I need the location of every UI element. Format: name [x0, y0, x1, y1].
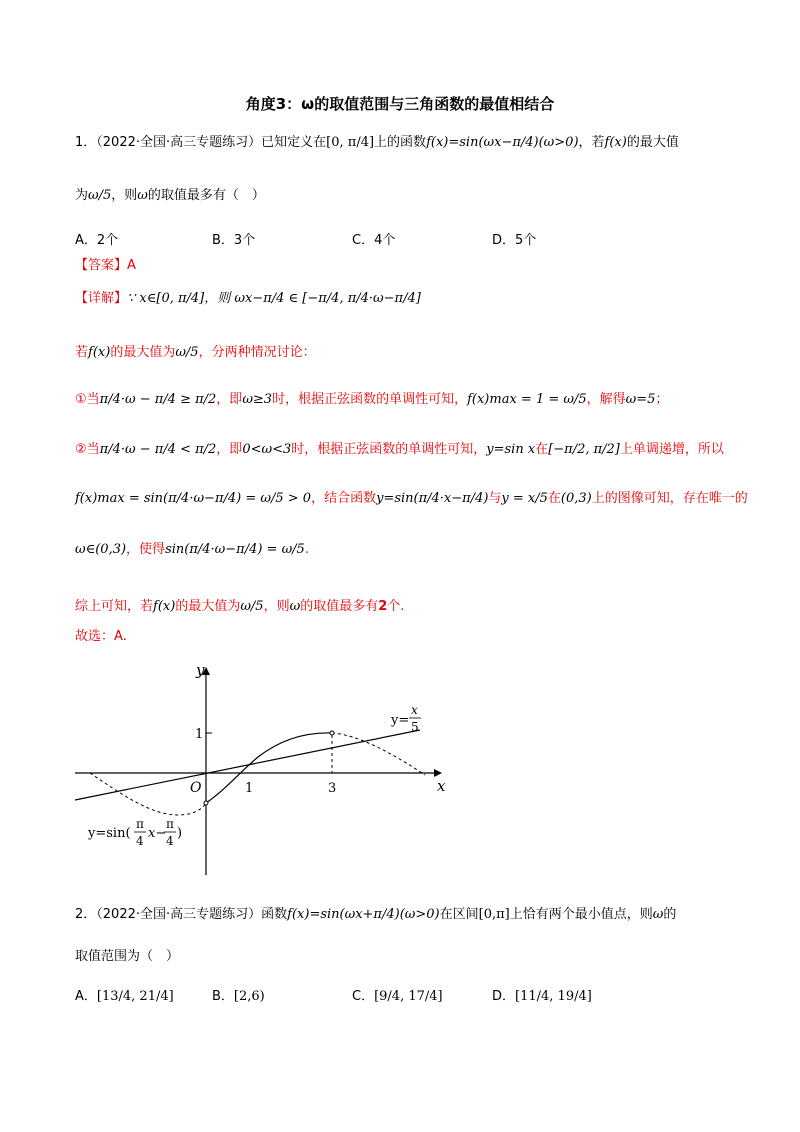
case2-d: 时，根据正弦函数的单调性可知，	[291, 442, 487, 457]
q1-answer	[75, 256, 136, 276]
case2-line2-d: 与	[488, 491, 502, 506]
q2-line-2: 取值范围为（ ）	[75, 949, 180, 964]
detail-2a: 若	[75, 345, 89, 360]
case2-line2-f: 在	[547, 491, 561, 506]
sine-label-prefix: y=sin(	[88, 826, 131, 841]
case2-line2-g: (0,3)	[560, 491, 592, 506]
conclusion-b: f(x)	[153, 599, 176, 614]
q2-text-a: 函数	[261, 907, 288, 922]
case2-line2-e: y = x/5	[501, 491, 548, 506]
conclusion-i: 个.	[387, 599, 405, 614]
q1-case-2-line-3	[75, 540, 309, 560]
q1-text-c: ，若	[578, 135, 605, 150]
q2-option-a-value: [13/4, 21/4]	[96, 989, 174, 1004]
q1-detail-1	[75, 289, 421, 309]
case2-line3-c: sin(π/4·ω−π/4) = ω/5	[165, 542, 305, 557]
case2-line3-d: .	[304, 542, 309, 557]
x-axis-label: x	[437, 777, 446, 795]
sine-label-a-denominator: 4	[136, 834, 144, 848]
q2-option-a-label: A．	[75, 989, 97, 1004]
x-tick-3-label: 3	[328, 781, 337, 796]
q2-source: （2022·全国·高三专题练习）	[96, 907, 262, 922]
q2-omega: ω	[652, 907, 664, 922]
conclusion-h: 2	[378, 599, 388, 614]
detail-2-omega-over-5: ω/5	[175, 345, 199, 360]
q1-conclusion	[75, 597, 404, 617]
q1-case-2-line-2	[75, 489, 748, 509]
q1-line2-b: ，则	[111, 188, 138, 203]
x-tick-1-label: 1	[245, 781, 254, 796]
q1-omega-over-5: ω/5	[88, 188, 112, 203]
q1-source: （2022·全国·高三专题练习）	[96, 135, 262, 150]
conclusion-a: 综上可知，若	[75, 599, 154, 614]
sine-start-point	[204, 801, 208, 805]
q2-option-b-label: B．	[212, 989, 234, 1004]
case1-c: ω≥3	[242, 392, 273, 407]
section-title	[0, 93, 800, 114]
q2-option-d-value: [11/4, 19/4]	[515, 989, 592, 1004]
case2-f: 在	[535, 442, 549, 457]
q2-option-b-value: [2,6)	[233, 989, 265, 1004]
detail-2-fx: f(x)	[88, 345, 111, 360]
q1-line-2	[75, 186, 265, 206]
q1-text-b: 上的函数	[374, 135, 427, 150]
case2-line2-b: ，结合函数	[311, 491, 377, 506]
case2-condition: π/4·ω − π/4 < π/2	[99, 442, 217, 457]
q2-option-d	[492, 985, 592, 1004]
conclusion-d: ω/5	[240, 599, 264, 614]
q1-option-d: D．5个	[492, 233, 537, 248]
q2-text-d: 的	[663, 907, 677, 922]
q1-text-d: 的最大值	[626, 135, 679, 150]
q2-option-d-label: D．	[492, 989, 516, 1004]
sine-label-mid: x−	[148, 826, 167, 841]
case1-b: ，即	[216, 392, 243, 407]
conclusion-c: 的最大值为	[175, 599, 241, 614]
case2-line2-c: y=sin(π/4·x−π/4)	[376, 491, 489, 506]
case2-line2-a: f(x)max = sin(π/4·ω−π/4) = ω/5 > 0	[75, 491, 312, 506]
q1-fx: f(x)	[604, 135, 627, 150]
case2-line3-b: ，使得	[126, 542, 166, 557]
q1-line-1	[75, 133, 679, 153]
sine-peak-point	[330, 731, 334, 735]
q1-omega: ω	[137, 188, 148, 203]
origin-label: O	[190, 780, 202, 796]
case1-condition: π/4·ω − π/4 ≥ π/2	[99, 392, 217, 407]
y-axis-label: y	[196, 661, 205, 679]
detail-2d: ，分两种情况讨论：	[198, 345, 316, 360]
q1-option-c: C．4个	[352, 233, 396, 248]
detail-label: 【详解】	[75, 291, 128, 306]
line-label-numerator: x	[411, 703, 418, 717]
case2-line2-h: 上的图像可知，存在唯一的	[591, 491, 748, 506]
answer-value: A	[127, 258, 136, 273]
case2-line3-a: ω∈(0,3)	[75, 542, 127, 557]
sine-label-b-numerator: π	[166, 817, 174, 831]
case1-a: ①当	[75, 392, 100, 407]
case1-h: ；	[655, 392, 669, 407]
conclusion-f: ω	[289, 599, 301, 614]
case1-g: ω=5	[625, 392, 656, 407]
q2-line-1	[75, 905, 676, 925]
q1-choose: 故选：A.	[75, 629, 127, 644]
sine-dashed-right	[332, 733, 425, 775]
q1-line2-a: 为	[75, 188, 89, 203]
x-axis-arrow	[434, 769, 442, 777]
line-label-prefix: y=	[391, 713, 410, 728]
sine-solid-segment	[206, 733, 332, 803]
case2-g: [−π/2, π/2]	[548, 442, 620, 457]
sine-label-end: )	[177, 826, 183, 841]
sine-label-b-denominator: 4	[166, 834, 174, 848]
q2-option-b	[212, 985, 265, 1004]
q2-function: f(x)=sin(ωx+π/4)(ω>0)	[287, 907, 440, 922]
sine-label-a-numerator: π	[136, 817, 144, 831]
q2-option-a	[75, 985, 174, 1004]
case2-h: 上单调递增，所以	[619, 442, 724, 457]
detail-2c: 的最大值为	[110, 345, 176, 360]
q2-option-c-label: C．	[352, 989, 375, 1004]
q1-option-a: A．2个	[75, 233, 119, 248]
section-title-text: 角度3：ω的取值范围与三角函数的最值相结合	[245, 95, 555, 113]
q2-option-c-value: [9/4, 17/4]	[374, 989, 443, 1004]
y-tick-1-label: 1	[195, 727, 204, 742]
q1-detail-2	[75, 343, 316, 363]
q2-number: 2．	[75, 907, 97, 922]
q1-function: f(x)=sin(ωx−π/4)(ω>0)	[426, 135, 579, 150]
q1-interval: [0, π/4]	[326, 135, 375, 150]
case2-b: ，即	[216, 442, 243, 457]
conclusion-e: ，则	[263, 599, 290, 614]
case2-e: y=sin x	[486, 442, 536, 457]
q1-number: 1．	[75, 135, 97, 150]
q2-text-b: 在区间	[439, 907, 479, 922]
case1-d: 时，根据正弦函数的单调性可知，	[272, 392, 468, 407]
q2-text-c: 上恰有两个最小值点，则	[509, 907, 653, 922]
case1-e: f(x)max = 1 = ω/5	[467, 392, 587, 407]
case2-c: 0<ω<3	[242, 442, 292, 457]
detail-1-math: ∵ x∈[0, π/4]，则 ωx−π/4 ∈ [−π/4, π/4·ω−π/4]	[127, 291, 421, 306]
q1-text-a: 已知定义在	[261, 135, 327, 150]
q2-option-c	[352, 985, 443, 1004]
q1-line2-c: 的取值最多有（ ）	[147, 188, 265, 203]
answer-label: 【答案】	[75, 258, 128, 273]
q2-interval: [0,π]	[478, 907, 510, 922]
conclusion-g: 的取值最多有	[300, 599, 379, 614]
case2-a: ②当	[75, 442, 100, 457]
q1-case-1	[75, 390, 668, 410]
q1-case-2-line-1	[75, 440, 724, 460]
case1-f: ，解得	[586, 392, 626, 407]
function-graph	[60, 655, 460, 880]
line-label-denominator: 5	[411, 720, 419, 734]
q1-option-b: B．3个	[212, 233, 256, 248]
